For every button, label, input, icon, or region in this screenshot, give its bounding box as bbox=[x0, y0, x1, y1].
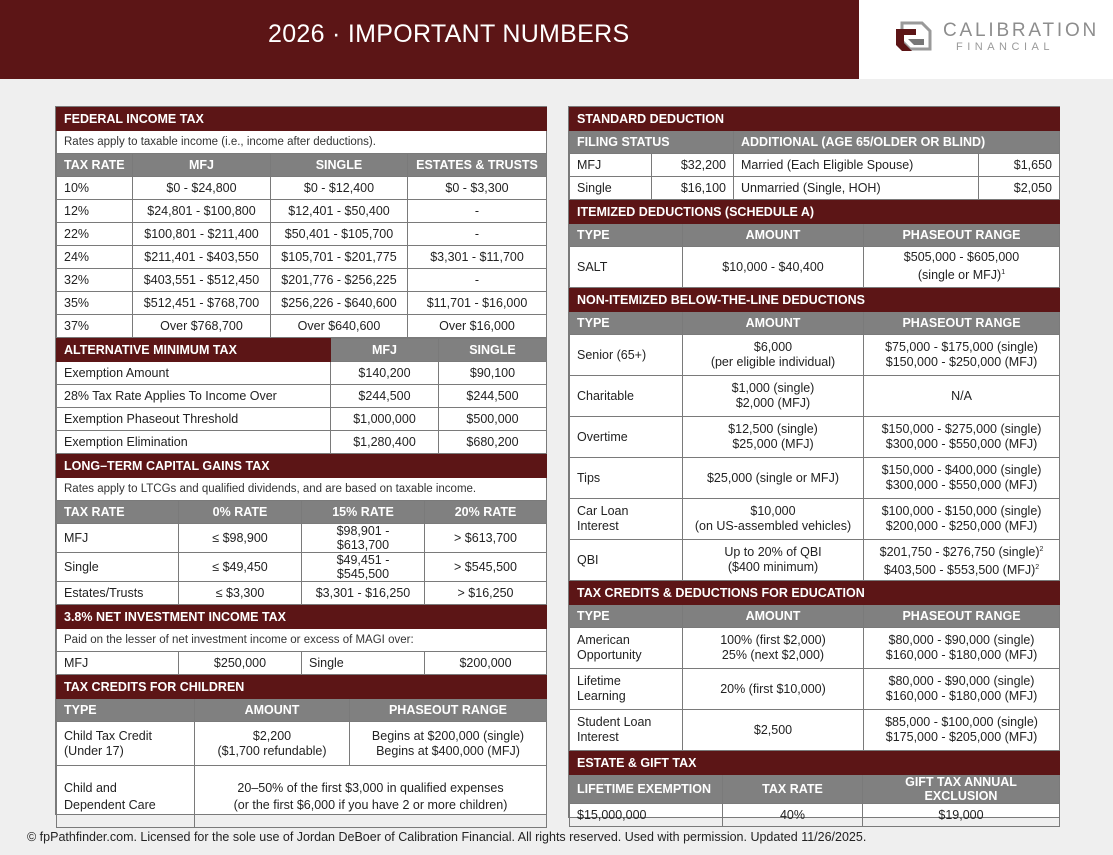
table-row bbox=[57, 431, 547, 454]
cell-line: Student Loan bbox=[577, 715, 652, 729]
table-row bbox=[57, 292, 547, 315]
footer-copyright: © fpPathfinder.com. Licensed for the sole use of Jordan DeBoer of Calibration Financial. All rights reserved. Used with permission. Updated 11/26/2025. bbox=[27, 830, 867, 844]
cell-line: $160,000 - $180,000 (MFJ) bbox=[885, 648, 1038, 662]
cell: $16,100 bbox=[652, 177, 734, 200]
cell: $15,000,000 bbox=[570, 804, 723, 827]
table-row bbox=[570, 417, 1060, 458]
cell-line: ($400 minimum) bbox=[727, 560, 819, 574]
cell: $3,301 - $16,250 bbox=[302, 582, 425, 605]
cell: MFJ bbox=[57, 524, 179, 553]
cell: $250,000 bbox=[179, 652, 302, 675]
cell-text: $403,500 - $553,500 (MFJ) bbox=[883, 563, 1036, 578]
cell-line: $100,000 - $150,000 (single) bbox=[881, 504, 1042, 518]
col-header: TYPE bbox=[570, 224, 683, 247]
cell-line: $2,000 (MFJ) bbox=[735, 396, 811, 410]
cell-line: Lifetime bbox=[577, 674, 621, 688]
cell-line: (per eligible individual) bbox=[710, 355, 836, 369]
cell: Estates/Trusts bbox=[57, 582, 179, 605]
col-header: PHASEOUT RANGE bbox=[864, 312, 1060, 335]
cell bbox=[683, 417, 864, 458]
table-row bbox=[570, 335, 1060, 376]
cell: 40% bbox=[723, 804, 863, 827]
section-title: ALTERNATIVE MINIMUM TAX bbox=[57, 339, 331, 362]
cell: Over $16,000 bbox=[408, 315, 547, 338]
cell bbox=[570, 669, 683, 710]
cell-line: Dependent Care bbox=[64, 797, 156, 812]
cell bbox=[683, 376, 864, 417]
table-row bbox=[57, 553, 547, 582]
col-header: TYPE bbox=[57, 699, 195, 722]
cell: $403,551 - $512,450 bbox=[133, 269, 271, 292]
table-row bbox=[570, 499, 1060, 540]
col-header: 20% RATE bbox=[425, 501, 547, 524]
note: Rates apply to LTCGs and qualified dividends, and are based on taxable income. bbox=[57, 478, 547, 501]
cell bbox=[683, 499, 864, 540]
cell bbox=[864, 628, 1060, 669]
footnote-marker: 1 bbox=[1001, 269, 1006, 277]
col-header: SINGLE bbox=[271, 154, 408, 177]
table-row bbox=[57, 385, 547, 408]
cell-line: Opportunity bbox=[577, 648, 642, 662]
cell bbox=[683, 458, 864, 499]
table-row bbox=[570, 247, 1060, 288]
cell-text: (single or MFJ) bbox=[917, 268, 1002, 283]
table-row bbox=[57, 223, 547, 246]
cell-line: American bbox=[577, 633, 630, 647]
left-column bbox=[55, 106, 547, 815]
section-title: TAX CREDITS & DEDUCTIONS FOR EDUCATION bbox=[570, 582, 1060, 605]
cell-line: Begins at $200,000 (single) bbox=[371, 728, 525, 743]
cell: 32% bbox=[57, 269, 133, 292]
cell bbox=[570, 628, 683, 669]
cell: $201,776 - $256,225 bbox=[271, 269, 408, 292]
cell-line: Charitable bbox=[577, 388, 634, 403]
cell: ≤ $3,300 bbox=[179, 582, 302, 605]
table-row bbox=[57, 408, 547, 431]
cell-line: $150,000 - $275,000 (single) bbox=[881, 422, 1042, 436]
cell bbox=[570, 710, 683, 751]
cell: 12% bbox=[57, 200, 133, 223]
cell-line: $10,000 bbox=[750, 504, 796, 518]
cell: $140,200 bbox=[331, 362, 439, 385]
cell bbox=[195, 722, 350, 766]
cell-line bbox=[871, 542, 1052, 560]
col-header: PHASEOUT RANGE bbox=[350, 699, 547, 722]
cell: $49,451 - $545,500 bbox=[302, 553, 425, 582]
cell: MFJ bbox=[570, 154, 652, 177]
cell: Exemption Amount bbox=[57, 362, 331, 385]
cell: $500,000 bbox=[439, 408, 547, 431]
cell-line: Learning bbox=[577, 689, 626, 703]
cell bbox=[570, 417, 683, 458]
cell-text: $201,750 - $276,750 (single) bbox=[879, 545, 1040, 559]
cell-line: Car Loan bbox=[577, 504, 629, 518]
cell: $3,301 - $11,700 bbox=[408, 246, 547, 269]
cell-line: $2,500 bbox=[753, 722, 793, 737]
col-header: AMOUNT bbox=[683, 224, 864, 247]
standard-deduction-table bbox=[569, 107, 1060, 200]
niit-table bbox=[56, 605, 547, 675]
cell-line: ($1,700 refundable) bbox=[217, 743, 327, 758]
cell: $200,000 bbox=[425, 652, 547, 675]
table-row bbox=[570, 154, 1060, 177]
table-row bbox=[57, 315, 547, 338]
cell: 10% bbox=[57, 177, 133, 200]
cell: $19,000 bbox=[863, 804, 1060, 827]
note: Paid on the lesser of net investment income or excess of MAGI over: bbox=[57, 629, 547, 652]
cell-line: $75,000 - $175,000 (single) bbox=[885, 340, 1038, 354]
cell-line bbox=[871, 560, 1052, 578]
cell bbox=[570, 335, 683, 376]
cell-line: (on US-assembled vehicles) bbox=[694, 519, 852, 533]
note: Rates apply to taxable income (i.e., income after deductions). bbox=[57, 131, 547, 154]
cell-line: $150,000 - $400,000 (single) bbox=[881, 463, 1042, 477]
cell bbox=[683, 628, 864, 669]
col-header: AMOUNT bbox=[683, 605, 864, 628]
table-row bbox=[570, 710, 1060, 751]
cell: Over $768,700 bbox=[133, 315, 271, 338]
logo-name: CALIBRATION bbox=[943, 20, 1100, 41]
cell bbox=[864, 335, 1060, 376]
table-row bbox=[57, 246, 547, 269]
cell bbox=[570, 458, 683, 499]
table-row bbox=[57, 722, 547, 766]
section-title: FEDERAL INCOME TAX bbox=[57, 108, 547, 131]
col-header: PHASEOUT RANGE bbox=[864, 605, 1060, 628]
cell bbox=[864, 540, 1060, 581]
section-title: TAX CREDITS FOR CHILDREN bbox=[57, 676, 547, 699]
cell: - bbox=[408, 223, 547, 246]
cell: $2,050 bbox=[979, 177, 1060, 200]
col-header: LIFETIME EXEMPTION bbox=[570, 775, 723, 804]
section-title: ESTATE & GIFT TAX bbox=[570, 752, 1060, 775]
cell: $1,000,000 bbox=[331, 408, 439, 431]
cell: Married (Each Eligible Spouse) bbox=[734, 154, 979, 177]
cell bbox=[683, 710, 864, 751]
cell: SALT bbox=[570, 247, 683, 288]
cell: $256,226 - $640,600 bbox=[271, 292, 408, 315]
section-title: LONG–TERM CAPITAL GAINS TAX bbox=[57, 455, 547, 478]
table-row bbox=[57, 652, 547, 675]
cell bbox=[864, 669, 1060, 710]
cell: $0 - $24,800 bbox=[133, 177, 271, 200]
cell bbox=[683, 335, 864, 376]
cell: $32,200 bbox=[652, 154, 734, 177]
table-row bbox=[57, 200, 547, 223]
cell-line: $150,000 - $250,000 (MFJ) bbox=[885, 355, 1038, 369]
col-header: ESTATES & TRUSTS bbox=[408, 154, 547, 177]
cell-line: Senior (65+) bbox=[577, 347, 647, 362]
col-header: TAX RATE bbox=[57, 501, 179, 524]
cell: $90,100 bbox=[439, 362, 547, 385]
cell: $0 - $3,300 bbox=[408, 177, 547, 200]
col-header: MFJ bbox=[331, 339, 439, 362]
cell: Exemption Elimination bbox=[57, 431, 331, 454]
cell: $100,801 - $211,400 bbox=[133, 223, 271, 246]
cell: $244,500 bbox=[439, 385, 547, 408]
table-row bbox=[57, 362, 547, 385]
cell bbox=[570, 540, 683, 581]
cell bbox=[864, 499, 1060, 540]
federal-income-tax-table bbox=[56, 107, 547, 338]
page-header bbox=[0, 0, 859, 79]
cell-line: (Under 17) bbox=[64, 743, 124, 758]
cell-line: $300,000 - $550,000 (MFJ) bbox=[885, 478, 1038, 492]
cell: - bbox=[408, 269, 547, 292]
cell: 22% bbox=[57, 223, 133, 246]
cell-line: $80,000 - $90,000 (single) bbox=[888, 674, 1035, 688]
cell: Single bbox=[302, 652, 425, 675]
footnote-marker: 2 bbox=[1035, 564, 1040, 571]
cell: 28% Tax Rate Applies To Income Over bbox=[57, 385, 331, 408]
cell-line: Tips bbox=[577, 470, 601, 485]
cell bbox=[57, 722, 195, 766]
cell-line: $175,000 - $205,000 (MFJ) bbox=[885, 730, 1038, 744]
footnote-marker: 2 bbox=[1039, 545, 1044, 553]
col-header: TAX RATE bbox=[57, 154, 133, 177]
col-header: GIFT TAX ANNUAL EXCLUSION bbox=[863, 775, 1060, 804]
itemized-deductions-table bbox=[569, 200, 1060, 288]
col-header: 15% RATE bbox=[302, 501, 425, 524]
table-row bbox=[570, 669, 1060, 710]
table-row bbox=[570, 628, 1060, 669]
cell: $1,280,400 bbox=[331, 431, 439, 454]
table-row bbox=[570, 804, 1060, 827]
logo-subtitle: FINANCIAL bbox=[956, 41, 1054, 53]
education-table bbox=[569, 581, 1060, 751]
cell-line: $1,000 (single) bbox=[731, 381, 815, 395]
cell: $512,451 - $768,700 bbox=[133, 292, 271, 315]
cell-line: $160,000 - $180,000 (MFJ) bbox=[885, 689, 1038, 703]
table-row bbox=[57, 582, 547, 605]
table-row bbox=[57, 269, 547, 292]
cell: $98,901 - $613,700 bbox=[302, 524, 425, 553]
cell: MFJ bbox=[57, 652, 179, 675]
cell-line: N/A bbox=[951, 388, 972, 403]
cell-line: $300,000 - $550,000 (MFJ) bbox=[885, 437, 1038, 451]
col-header: 0% RATE bbox=[179, 501, 302, 524]
right-column bbox=[568, 106, 1060, 822]
cell-line bbox=[871, 265, 1052, 283]
cell bbox=[864, 417, 1060, 458]
section-title: 3.8% NET INVESTMENT INCOME TAX bbox=[57, 606, 547, 629]
cell: Single bbox=[570, 177, 652, 200]
cell-line: $25,000 (MFJ) bbox=[732, 437, 814, 451]
cell-line: $25,000 (single or MFJ) bbox=[706, 470, 839, 485]
table-row bbox=[570, 177, 1060, 200]
col-header: ADDITIONAL (AGE 65/OLDER OR BLIND) bbox=[734, 131, 1060, 154]
cell: $11,701 - $16,000 bbox=[408, 292, 547, 315]
below-the-line-table bbox=[569, 288, 1060, 581]
cell-line: $2,200 bbox=[252, 728, 292, 743]
cell: $1,650 bbox=[979, 154, 1060, 177]
cell: Over $640,600 bbox=[271, 315, 408, 338]
cell bbox=[864, 376, 1060, 417]
cell: $12,401 - $50,400 bbox=[271, 200, 408, 223]
col-header: MFJ bbox=[133, 154, 271, 177]
cell-line: Up to 20% of QBI bbox=[724, 545, 822, 559]
cell bbox=[570, 499, 683, 540]
table-row bbox=[570, 376, 1060, 417]
cell: $50,401 - $105,700 bbox=[271, 223, 408, 246]
cell: $0 - $12,400 bbox=[271, 177, 408, 200]
cell-line: $80,000 - $90,000 (single) bbox=[888, 633, 1035, 647]
cell-line: Child and bbox=[64, 780, 117, 795]
cell-line: Interest bbox=[577, 519, 619, 533]
estate-gift-tax-table bbox=[569, 751, 1060, 827]
cell: $211,401 - $403,550 bbox=[133, 246, 271, 269]
page-title: 2026 · IMPORTANT NUMBERS bbox=[268, 20, 630, 48]
cell-line: (or the first $6,000 if you have 2 or more children) bbox=[233, 797, 508, 812]
cell-line: Child Tax Credit bbox=[64, 728, 153, 743]
cell bbox=[195, 766, 547, 828]
children-credits-table bbox=[56, 675, 547, 828]
col-header: TAX RATE bbox=[723, 775, 863, 804]
col-header: FILING STATUS bbox=[570, 131, 734, 154]
cell bbox=[570, 376, 683, 417]
table-row bbox=[57, 766, 547, 828]
section-title: STANDARD DEDUCTION bbox=[570, 108, 1060, 131]
logo bbox=[859, 0, 1113, 79]
cell bbox=[864, 247, 1060, 288]
cell: Single bbox=[57, 553, 179, 582]
cell: Unmarried (Single, HOH) bbox=[734, 177, 979, 200]
cell-line: QBI bbox=[577, 552, 599, 567]
cell: > $16,250 bbox=[425, 582, 547, 605]
cell: $24,801 - $100,800 bbox=[133, 200, 271, 223]
cell-line: $200,000 - $250,000 (MFJ) bbox=[885, 519, 1038, 533]
cell: 37% bbox=[57, 315, 133, 338]
calibration-logo-icon bbox=[894, 19, 934, 53]
cell bbox=[864, 458, 1060, 499]
cell-line: $85,000 - $100,000 (single) bbox=[885, 715, 1038, 729]
cell-line: $6,000 bbox=[753, 340, 793, 354]
cell-line: 20–50% of the first $3,000 in qualified expenses bbox=[237, 780, 504, 795]
cell-line: Begins at $400,000 (MFJ) bbox=[376, 743, 520, 758]
cell: Exemption Phaseout Threshold bbox=[57, 408, 331, 431]
col-header: SINGLE bbox=[439, 339, 547, 362]
cell bbox=[57, 766, 195, 828]
cell bbox=[683, 669, 864, 710]
section-title: NON-ITEMIZED BELOW-THE-LINE DEDUCTIONS bbox=[570, 289, 1060, 312]
cell: $105,701 - $201,775 bbox=[271, 246, 408, 269]
cell-line: Interest bbox=[577, 730, 619, 744]
amt-table bbox=[56, 338, 547, 454]
col-header: PHASEOUT RANGE bbox=[864, 224, 1060, 247]
cell-line: 20% (first $10,000) bbox=[720, 681, 826, 696]
cell-line: 100% (first $2,000) bbox=[720, 633, 826, 647]
cell: ≤ $98,900 bbox=[179, 524, 302, 553]
col-header: AMOUNT bbox=[683, 312, 864, 335]
cell: 35% bbox=[57, 292, 133, 315]
cell: 24% bbox=[57, 246, 133, 269]
col-header: TYPE bbox=[570, 312, 683, 335]
cell bbox=[683, 540, 864, 581]
cell-line: $12,500 (single) bbox=[728, 422, 818, 436]
cell bbox=[350, 722, 547, 766]
cell: ≤ $49,450 bbox=[179, 553, 302, 582]
table-row bbox=[57, 524, 547, 553]
cell: > $613,700 bbox=[425, 524, 547, 553]
table-row bbox=[57, 177, 547, 200]
cell: > $545,500 bbox=[425, 553, 547, 582]
cell: $244,500 bbox=[331, 385, 439, 408]
table-row bbox=[570, 458, 1060, 499]
ltcg-table bbox=[56, 454, 547, 605]
cell-line: Overtime bbox=[577, 429, 628, 444]
col-header: AMOUNT bbox=[195, 699, 350, 722]
cell: $680,200 bbox=[439, 431, 547, 454]
cell: - bbox=[408, 200, 547, 223]
cell-line: 25% (next $2,000) bbox=[721, 648, 825, 662]
cell bbox=[864, 710, 1060, 751]
cell-line: $505,000 - $605,000 bbox=[903, 250, 1020, 265]
section-title: ITEMIZED DEDUCTIONS (SCHEDULE A) bbox=[570, 201, 1060, 224]
col-header: TYPE bbox=[570, 605, 683, 628]
cell: $10,000 - $40,400 bbox=[683, 247, 864, 288]
table-row bbox=[570, 540, 1060, 581]
